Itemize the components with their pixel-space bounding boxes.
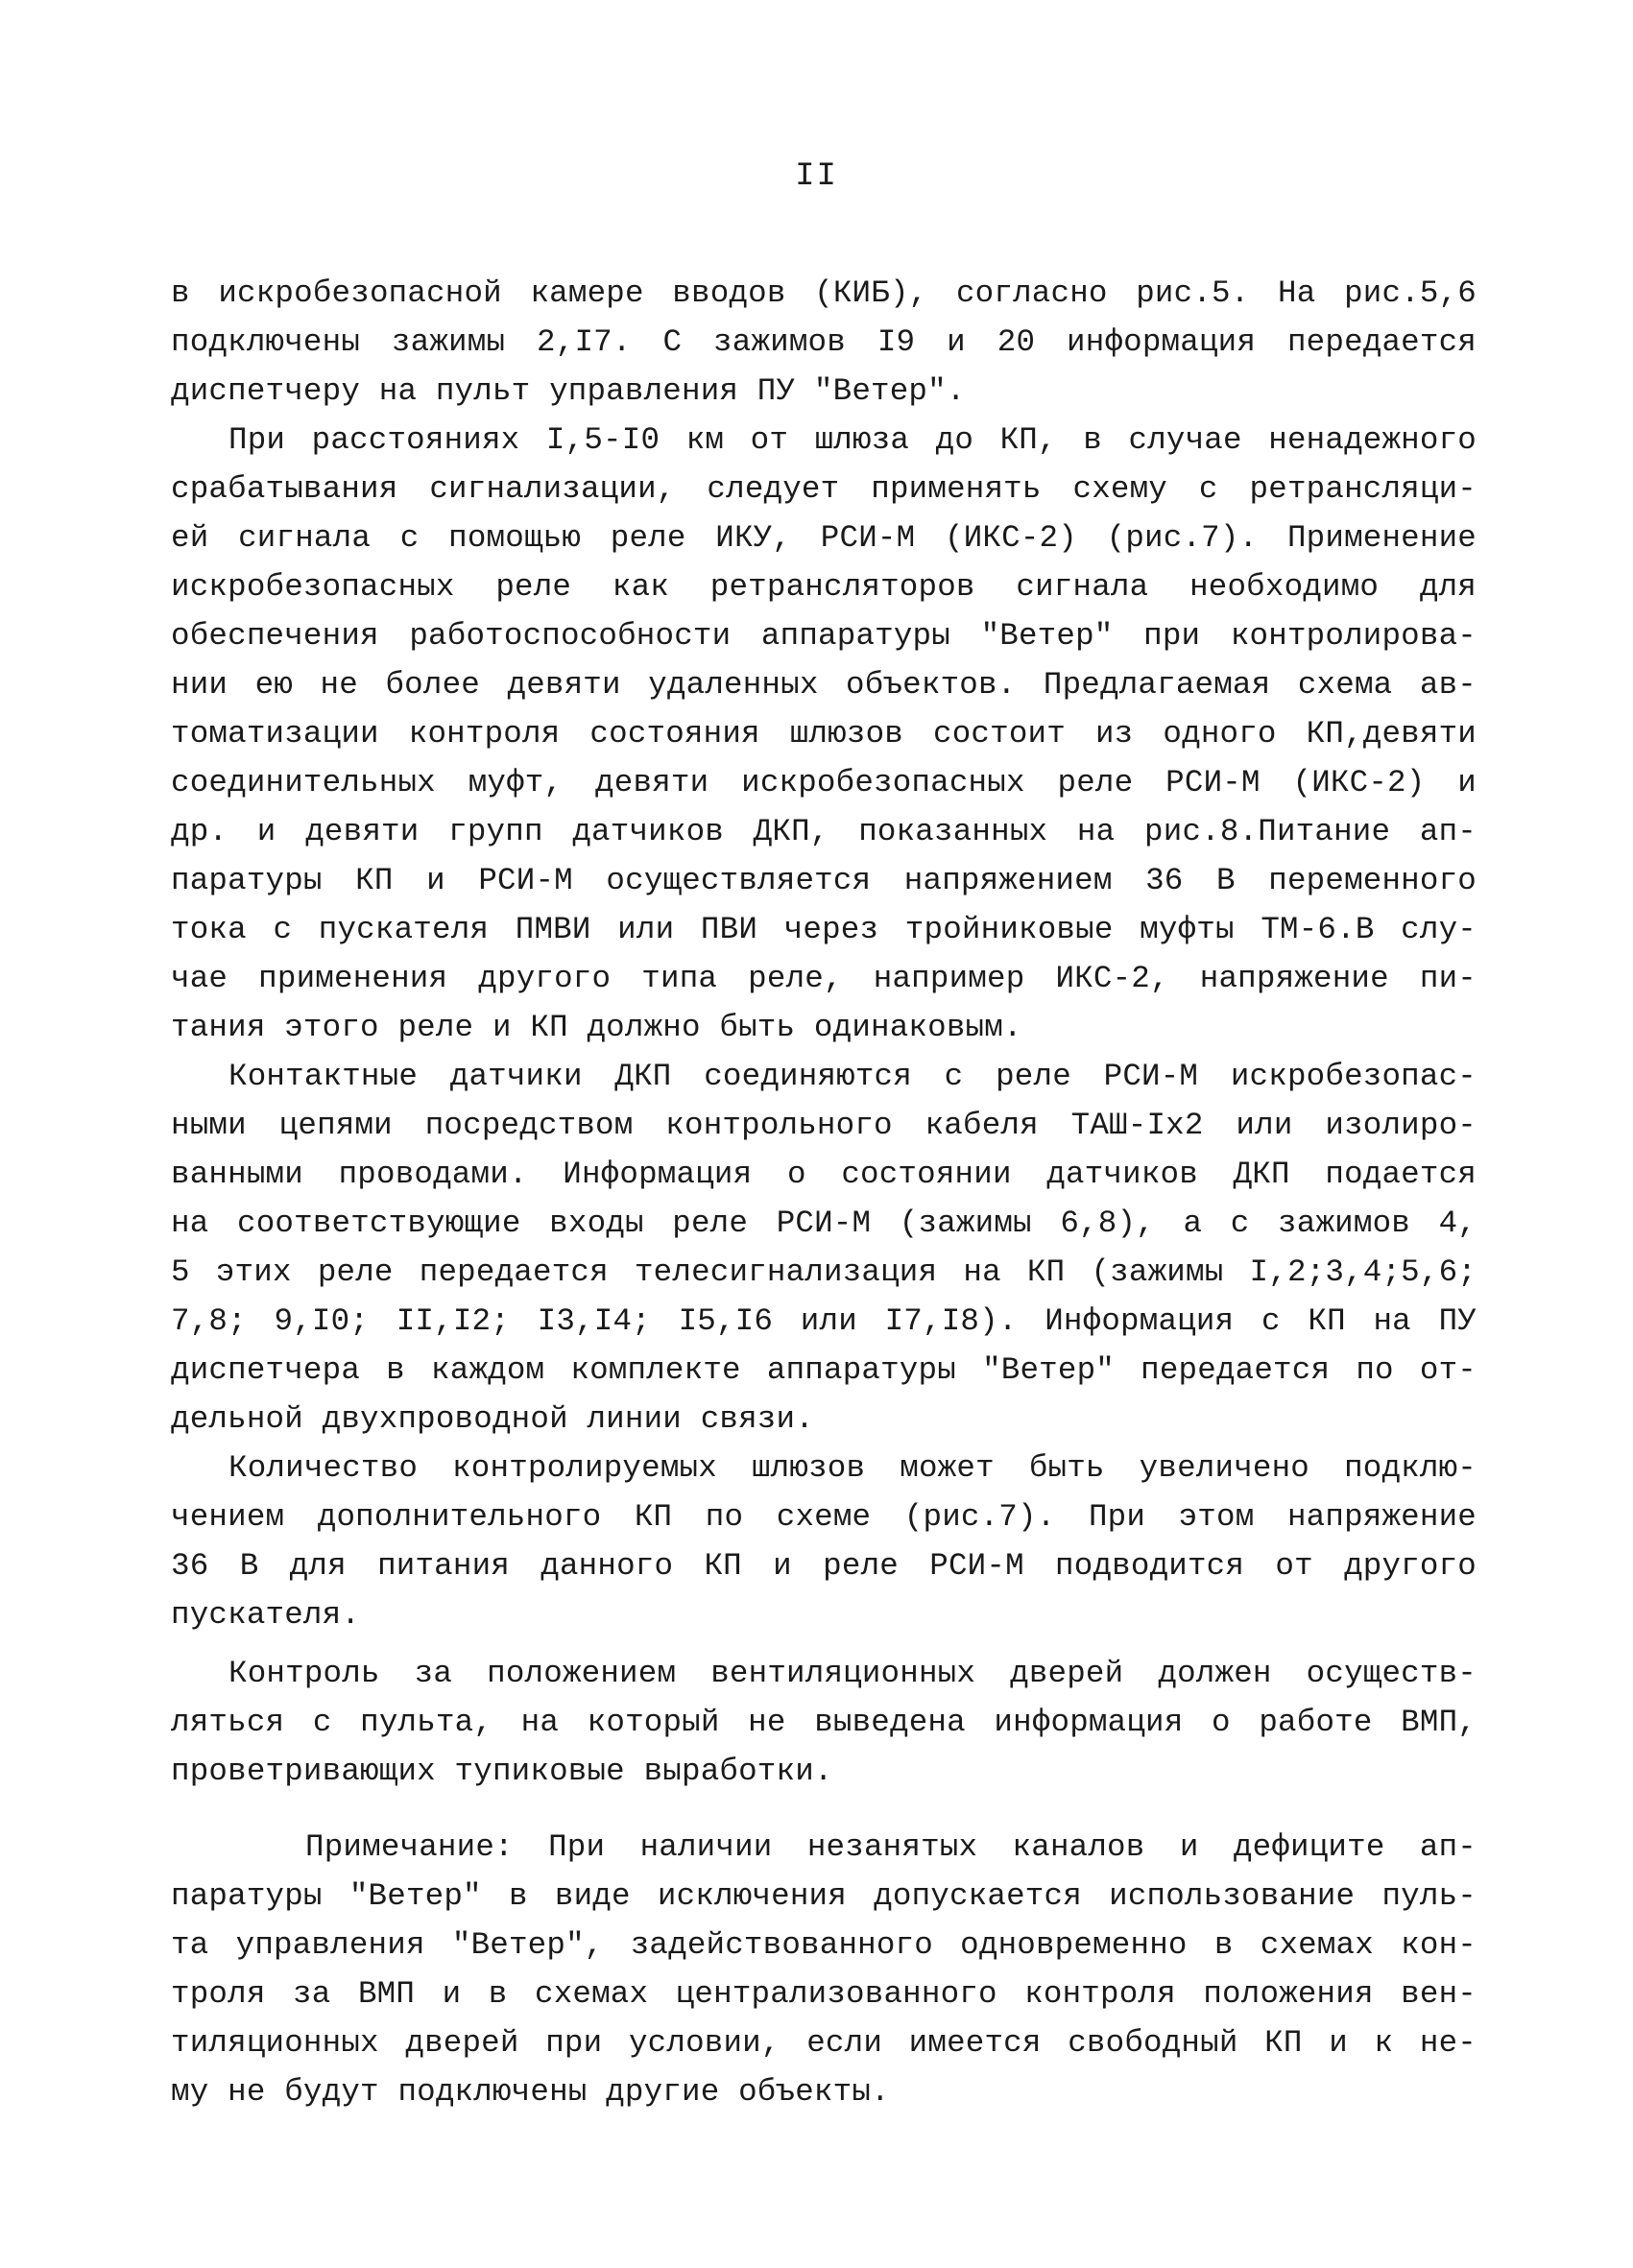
- text-line: ными цепями посредством контрольного кабеля ТАШ-Iх2 или изолиро-: [171, 1108, 1477, 1143]
- text-line: подключены зажимы 2,I7. С зажимов I9 и 20 информация передается: [171, 324, 1477, 360]
- text-line: Контроль за положением вентиляционных дверей должен осуществ-: [228, 1656, 1477, 1691]
- text-line: чением дополнительного КП по схеме (рис.7). При этом напряжение: [171, 1499, 1477, 1535]
- note-line: паратуры "Ветер" в виде исключения допускается использование пуль-: [171, 1878, 1477, 1914]
- note-line: му не будут подключены другие объекты.: [171, 2074, 890, 2110]
- text-line: паратуры КП и РСИ-М осуществляется напряжением 36 В переменного: [171, 863, 1477, 898]
- text-line: дельной двухпроводной линии связи.: [171, 1401, 814, 1437]
- paragraph-5: [171, 1649, 1477, 1796]
- text-line: тока с пускателя ПМВИ или ПВИ через тройниковые муфты ТМ-6.В слу-: [171, 912, 1477, 947]
- text-line: на соответствующие входы реле РСИ-М (зажимы 6,8), а с зажимов 4,: [171, 1206, 1477, 1241]
- text-line: др. и девяти групп датчиков ДКП, показанных на рис.8.Питание ап-: [171, 814, 1477, 849]
- text-line: диспетчера в каждом комплекте аппаратуры "Ветер" передается по от-: [171, 1352, 1477, 1388]
- text-line: 5 этих реле передается телесигнализация на КП (зажимы I,2;3,4;5,6;: [171, 1254, 1477, 1290]
- text-line: пускателя.: [171, 1597, 361, 1633]
- text-line: При расстояниях I,5-I0 км от шлюза до КП, в случае ненадежного: [228, 422, 1477, 458]
- paragraph-2: [171, 416, 1477, 1052]
- paragraph-3: [171, 1052, 1477, 1444]
- text-line: 7,8; 9,I0; II,I2; I3,I4; I5,I6 или I7,I8). Информация с КП на ПУ: [171, 1303, 1477, 1339]
- paragraph-1: [171, 269, 1477, 416]
- text-line: 36 В для питания данного КП и реле РСИ-М подводится от другого: [171, 1548, 1477, 1584]
- text-line: нии ею не более девяти удаленных объектов. Предлагаемая схема ав-: [171, 667, 1477, 703]
- text-line: обеспечения работоспособности аппаратуры "Ветер" при контролирова-: [171, 618, 1477, 654]
- note-line: та управления "Ветер", задействованного одновременно в схемах кон-: [171, 1927, 1477, 1963]
- text-line: чае применения другого типа реле, например ИКС-2, напряжение пи-: [171, 961, 1477, 996]
- text-line: ей сигнала с помощью реле ИКУ, РСИ-М (ИКС-2) (рис.7). Применение: [171, 520, 1477, 556]
- paragraph-gap: [171, 1639, 1477, 1649]
- body-text: [171, 269, 1477, 2116]
- text-line: соединительных муфт, девяти искробезопасных реле РСИ-М (ИКС-2) и: [171, 765, 1477, 800]
- paragraph-gap: [171, 1796, 1477, 1823]
- text-line: в искробезопасной камере вводов (КИБ), согласно рис.5. На рис.5,6: [171, 275, 1477, 311]
- text-line: ванными проводами. Информация о состоянии датчиков ДКП подается: [171, 1157, 1477, 1192]
- note-line: Примечание: При наличии незанятых каналов и дефиците ап-: [305, 1829, 1477, 1865]
- text-line: тания этого реле и КП должно быть одинаковым.: [171, 1010, 1022, 1045]
- note-line: тиляционных дверей при условии, если имеется свободный КП и к не-: [171, 2025, 1477, 2061]
- text-line: срабатывания сигнализации, следует применять схему с ретрансляци-: [171, 471, 1477, 507]
- text-line: Количество контролируемых шлюзов может быть увеличено подклю-: [228, 1450, 1477, 1486]
- text-line: диспетчеру на пульт управления ПУ "Ветер".: [171, 373, 966, 409]
- paragraph-4: [171, 1444, 1477, 1639]
- note-paragraph: [171, 1823, 1477, 2116]
- text-line: искробезопасных реле как ретрансляторов сигнала необходимо для: [171, 569, 1477, 605]
- note-line: троля за ВМП и в схемах централизованного контроля положения вен-: [171, 1976, 1477, 2012]
- text-line: томатизации контроля состояния шлюзов состоит из одного КП,девяти: [171, 716, 1477, 752]
- text-line: проветривающих тупиковые выработки.: [171, 1754, 833, 1789]
- text-line: ляться с пульта, на который не выведена информация о работе ВМП,: [171, 1705, 1477, 1740]
- page-number: II: [795, 158, 838, 195]
- text-line: Контактные датчики ДКП соединяются с реле РСИ-М искробезопас-: [228, 1059, 1477, 1094]
